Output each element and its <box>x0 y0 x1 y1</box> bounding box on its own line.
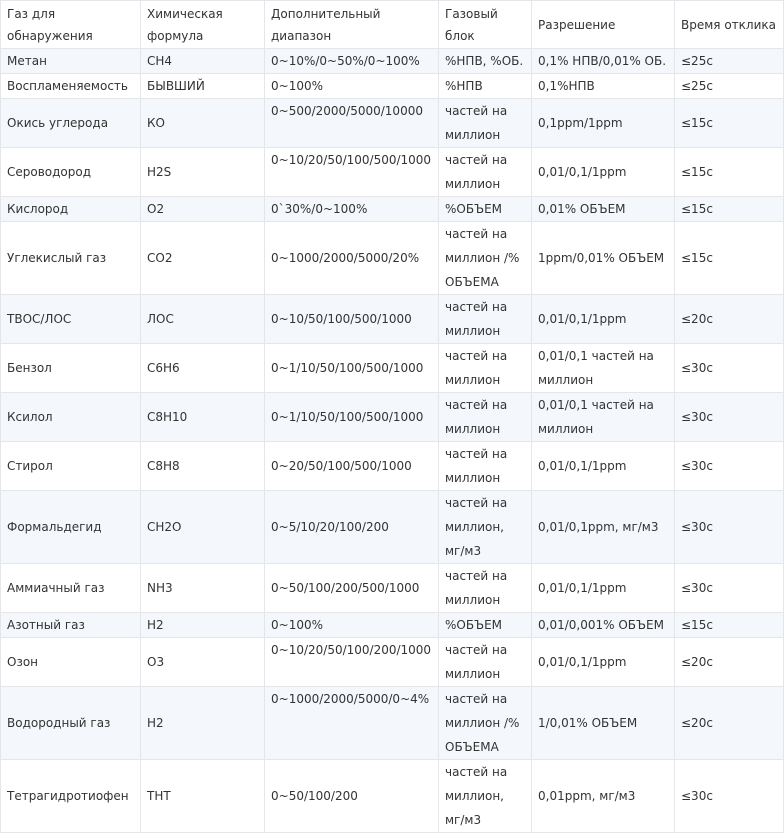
cell-formula: БЫВШИЙ <box>141 74 265 99</box>
cell-formula: O2 <box>141 197 265 222</box>
cell-unit: частей на миллион <box>439 638 532 687</box>
cell-unit: %ОБЪЕМ <box>439 613 532 638</box>
cell-resolution: 0,01/0,1 частей на миллион <box>532 344 675 393</box>
header-gas: Газ для обнаружения <box>1 1 141 49</box>
cell-resolution: 0,01/0,1/1ppm <box>532 148 675 197</box>
cell-range: 0~10/20/50/100/500/1000 <box>265 148 439 197</box>
table-row <box>1 344 784 393</box>
table-row <box>1 638 784 687</box>
cell-formula: O3 <box>141 638 265 687</box>
cell-formula: КО <box>141 99 265 148</box>
cell-unit: частей на миллион /% ОБЪЕМА <box>439 222 532 295</box>
table-row <box>1 197 784 222</box>
cell-unit: частей на миллион <box>439 99 532 148</box>
cell-range: 0~5/10/20/100/200 <box>265 491 439 564</box>
cell-range: 0~500/2000/5000/10000 <box>265 99 439 148</box>
table-row <box>1 760 784 833</box>
cell-gas: Ксилол <box>1 393 141 442</box>
cell-range: 0~20/50/100/500/1000 <box>265 442 439 491</box>
cell-formula: CO2 <box>141 222 265 295</box>
cell-resolution: 0,01/0,1/1ppm <box>532 564 675 613</box>
cell-response-time: ≤30с <box>675 344 784 393</box>
table-row <box>1 74 784 99</box>
table-row <box>1 442 784 491</box>
table-row <box>1 49 784 74</box>
table-row <box>1 148 784 197</box>
cell-unit: частей на миллион <box>439 564 532 613</box>
header-resolution: Разрешение <box>532 1 675 49</box>
header-formula: Химическая формула <box>141 1 265 49</box>
cell-gas: Формальдегид <box>1 491 141 564</box>
cell-response-time: ≤20с <box>675 295 784 344</box>
cell-formula: THT <box>141 760 265 833</box>
table-row <box>1 613 784 638</box>
cell-range: 0~10%/0~50%/0~100% <box>265 49 439 74</box>
cell-gas: Стирол <box>1 442 141 491</box>
cell-range: 0~10/50/100/500/1000 <box>265 295 439 344</box>
cell-gas: Углекислый газ <box>1 222 141 295</box>
cell-formula: H2 <box>141 687 265 760</box>
cell-response-time: ≤30с <box>675 393 784 442</box>
table-row <box>1 99 784 148</box>
cell-unit: частей на миллион, мг/м3 <box>439 491 532 564</box>
cell-gas: Сероводород <box>1 148 141 197</box>
cell-response-time: ≤15с <box>675 148 784 197</box>
cell-unit: частей на миллион <box>439 295 532 344</box>
cell-resolution: 0,01/0,1/1ppm <box>532 295 675 344</box>
cell-range: 0~1/10/50/100/500/1000 <box>265 344 439 393</box>
cell-gas: Воспламеняемость <box>1 74 141 99</box>
table-row <box>1 393 784 442</box>
cell-response-time: ≤30с <box>675 442 784 491</box>
table-row <box>1 295 784 344</box>
cell-unit: частей на миллион /% ОБЪЕМА <box>439 687 532 760</box>
cell-response-time: ≤15с <box>675 222 784 295</box>
cell-unit: %ОБЪЕМ <box>439 197 532 222</box>
cell-range: 0~10/20/50/100/200/1000 <box>265 638 439 687</box>
cell-response-time: ≤30с <box>675 491 784 564</box>
cell-resolution: 0,01/0,1 частей на миллион <box>532 393 675 442</box>
cell-unit: %НПВ, %ОБ. <box>439 49 532 74</box>
cell-formula: NH3 <box>141 564 265 613</box>
cell-response-time: ≤15с <box>675 197 784 222</box>
cell-formula: CH2O <box>141 491 265 564</box>
cell-formula: H2S <box>141 148 265 197</box>
header-response-time: Время отклика <box>675 1 784 49</box>
cell-response-time: ≤30с <box>675 564 784 613</box>
cell-unit: частей на миллион <box>439 148 532 197</box>
cell-response-time: ≤20с <box>675 687 784 760</box>
header-unit: Газовый блок <box>439 1 532 49</box>
cell-resolution: 0,01/0,1/1ppm <box>532 442 675 491</box>
cell-resolution: 1ppm/0,01% ОБЪЕМ <box>532 222 675 295</box>
table-row <box>1 222 784 295</box>
cell-range: 0~1000/2000/5000/20% <box>265 222 439 295</box>
cell-resolution: 0,1% НПВ/0,01% ОБ. <box>532 49 675 74</box>
table-row <box>1 564 784 613</box>
cell-gas: Окись углерода <box>1 99 141 148</box>
cell-resolution: 0,01/0,001% ОБЪЕМ <box>532 613 675 638</box>
cell-response-time: ≤30с <box>675 760 784 833</box>
cell-resolution: 0,01ppm, мг/м3 <box>532 760 675 833</box>
cell-gas: Кислород <box>1 197 141 222</box>
cell-gas: Аммиачный газ <box>1 564 141 613</box>
cell-range: 0~1/10/50/100/500/1000 <box>265 393 439 442</box>
cell-range: 0~100% <box>265 613 439 638</box>
cell-gas: Азотный газ <box>1 613 141 638</box>
cell-resolution: 1/0,01% ОБЪЕМ <box>532 687 675 760</box>
cell-gas: Метан <box>1 49 141 74</box>
cell-unit: частей на миллион <box>439 442 532 491</box>
cell-formula: H2 <box>141 613 265 638</box>
cell-formula: CH4 <box>141 49 265 74</box>
cell-resolution: 0,1ppm/1ppm <box>532 99 675 148</box>
cell-gas: Тетрагидротиофен <box>1 760 141 833</box>
cell-resolution: 0,01/0,1ppm, мг/м3 <box>532 491 675 564</box>
table-row <box>1 687 784 760</box>
cell-range: 0~100% <box>265 74 439 99</box>
cell-resolution: 0,01/0,1/1ppm <box>532 638 675 687</box>
cell-resolution: 0,01% ОБЪЕМ <box>532 197 675 222</box>
cell-formula: C8H10 <box>141 393 265 442</box>
cell-gas: Озон <box>1 638 141 687</box>
cell-response-time: ≤15с <box>675 99 784 148</box>
cell-range: 0~1000/2000/5000/0~4% <box>265 687 439 760</box>
cell-gas: Бензол <box>1 344 141 393</box>
cell-range: 0`30%/0~100% <box>265 197 439 222</box>
cell-formula: C6H6 <box>141 344 265 393</box>
cell-unit: частей на миллион <box>439 393 532 442</box>
header-range: Дополнительный диапазон <box>265 1 439 49</box>
cell-gas: ТВОС/ЛОС <box>1 295 141 344</box>
cell-unit: частей на миллион, мг/м3 <box>439 760 532 833</box>
cell-resolution: 0,1%НПВ <box>532 74 675 99</box>
cell-response-time: ≤15с <box>675 613 784 638</box>
cell-range: 0~50/100/200/500/1000 <box>265 564 439 613</box>
cell-response-time: ≤25с <box>675 49 784 74</box>
cell-gas: Водородный газ <box>1 687 141 760</box>
cell-response-time: ≤25с <box>675 74 784 99</box>
cell-formula: ЛОС <box>141 295 265 344</box>
cell-formula: C8H8 <box>141 442 265 491</box>
cell-response-time: ≤20с <box>675 638 784 687</box>
cell-unit: %НПВ <box>439 74 532 99</box>
cell-unit: частей на миллион <box>439 344 532 393</box>
table-row <box>1 491 784 564</box>
cell-range: 0~50/100/200 <box>265 760 439 833</box>
table-header-row <box>1 1 784 49</box>
